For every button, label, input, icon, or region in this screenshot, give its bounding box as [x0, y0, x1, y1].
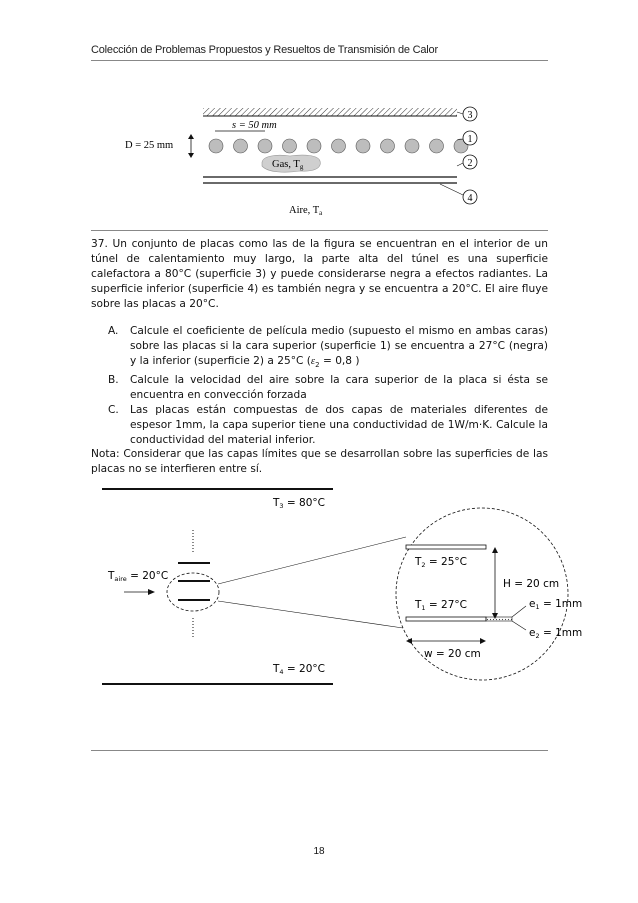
- air-label: Aire, T: [289, 205, 320, 216]
- gas-label: Gas, T: [272, 159, 300, 170]
- e2-label: e2 = 1mm: [529, 627, 583, 640]
- air-subscript: a: [319, 209, 323, 217]
- diameter-label: D = 25 mm: [125, 140, 174, 151]
- e1-label: e1 = 1mm: [529, 598, 583, 611]
- epsilon-value: = 0,8 ): [319, 355, 360, 367]
- height-label: H = 20 cm: [503, 578, 560, 590]
- question-b-marker: B.: [108, 374, 119, 387]
- air-flow-arrow-icon: [148, 589, 155, 595]
- spacing-label: s = 50 mm: [232, 120, 277, 131]
- question-b-text: Calcule la velocidad del aire sobre la cara superior de la placa si ésta se encuentra en convección forzada: [130, 374, 548, 402]
- page-header-title: Colección de Problemas Propuestos y Resueltos de Transmisión de Calor: [91, 44, 438, 56]
- footer-divider: [91, 750, 548, 751]
- t1-label: T1 = 27°C: [415, 599, 467, 612]
- t-aire-label: Taire = 20°C: [108, 570, 169, 583]
- zoom-plate-upper: [406, 545, 486, 549]
- problem-statement: 37. Un conjunto de placas como las de la figura se encuentran en el interior de un túnel de calentamiento muy largo, la parte alta del túnel es una superficie calefactora a 80°C (superficie 3) y puede considerarse negra a efectos radiantes. La superficie inferior (superficie 4) es también negra y se encuentra a 20°C. El aire fluye sobre las placas a 20°C.: [91, 238, 548, 310]
- layer-thickness-detail: [486, 617, 512, 621]
- page-number: 18: [313, 846, 325, 857]
- question-c-text: Las placas están compuestas de dos capas de materiales diferentes de espesor 1mm, la capa superior tiene una conductividad de 1W/m·K. Calcule la conductividad del material inferior.: [130, 404, 548, 447]
- svg-text:2: 2: [467, 158, 473, 169]
- gas-subscript: g: [299, 163, 304, 171]
- t2-label: T2 = 25°C: [415, 556, 467, 569]
- svg-text:3: 3: [467, 110, 473, 121]
- zoom-selection-ellipse: [167, 573, 219, 611]
- zoom-plate-lower: [406, 617, 486, 621]
- zoom-connector-upper: [218, 537, 406, 584]
- zoom-detail-circle: [396, 508, 568, 680]
- svg-text:4: 4: [467, 193, 473, 204]
- epsilon-subscript: 2: [315, 361, 320, 370]
- t4-label: T4 = 20°C: [273, 663, 325, 676]
- question-a-marker: A.: [108, 325, 119, 337]
- zoom-connector-lower: [218, 601, 403, 628]
- epsilon-symbol: ε: [310, 356, 316, 367]
- note-text: Nota: Considerar que las capas límites que se desarrollan sobre las superficies de las placas no se interfieren entre sí.: [91, 448, 548, 475]
- t3-label: T3 = 80°C: [273, 497, 325, 510]
- question-a-text: Calcule el coeficiente de película medio (supuesto el mismo en ambas caras) sobre las placas si la cara superior (superficie 1) se encuentra a 27°C (negra) y la inferior (superficie 2) a 25°C (: [130, 325, 548, 367]
- svg-text:1: 1: [467, 134, 473, 145]
- width-label: w = 20 cm: [424, 648, 481, 660]
- question-c-marker: C.: [108, 404, 119, 417]
